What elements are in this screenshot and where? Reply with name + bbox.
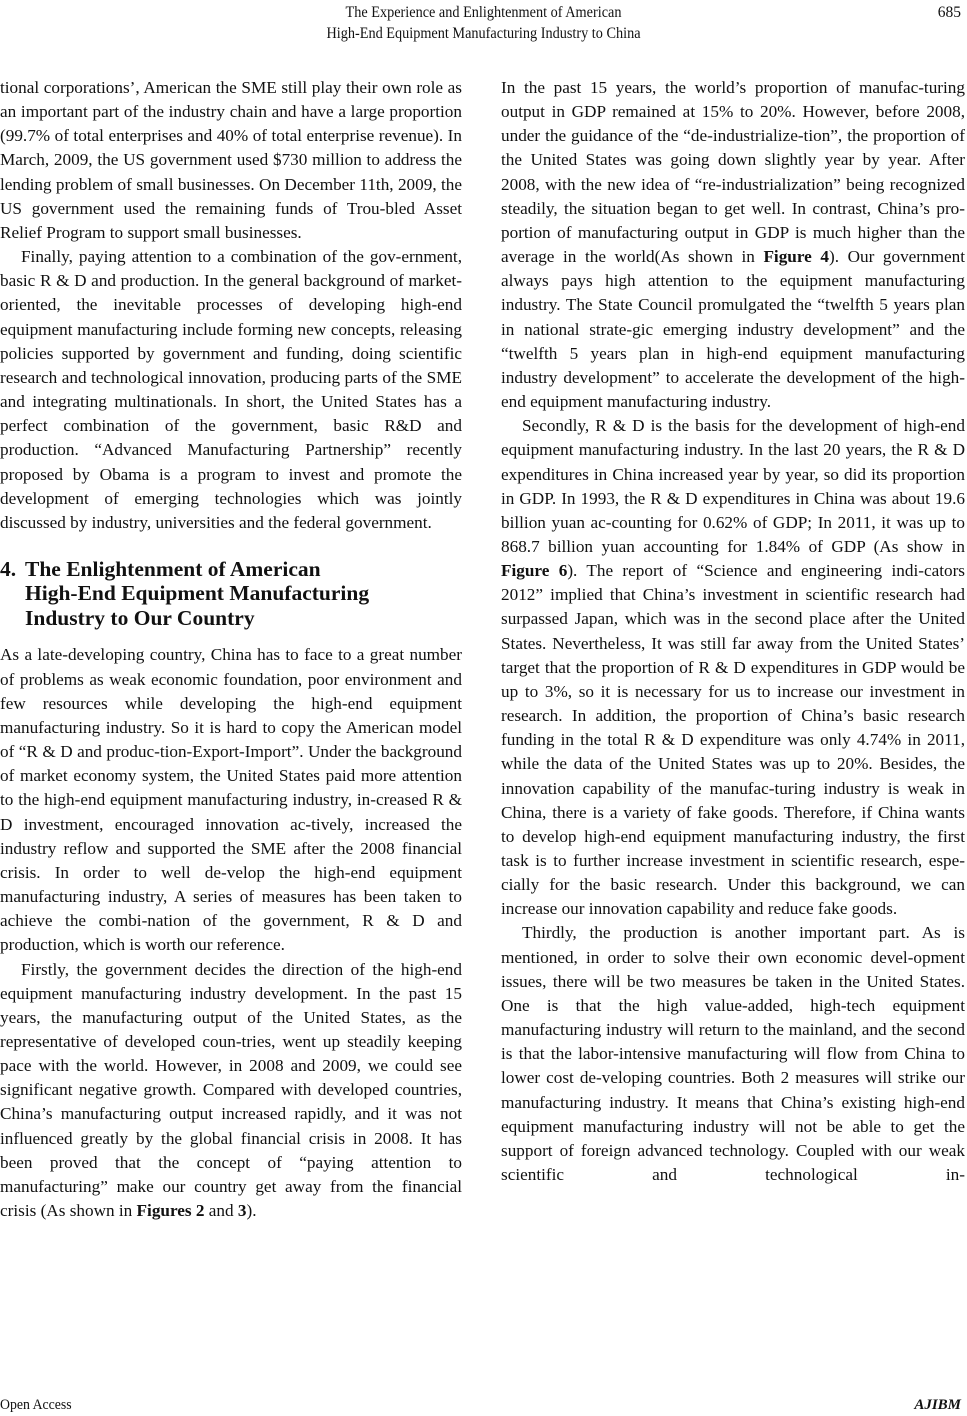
paragraph: As a late-developing country, China has to face to a great number of problems as weak economic foundation, poor environment and few resources while developing the high-end equipment manufacturing industry. So it is hard to copy the American model of “R & D and produc-tion-Export-Import”. Under the background of market economy system, the United States paid more attention to the high-end equipment manufacturing industry, in-creased R & D investment, encouraged innovation ac-tively, increased the industry reflow and supported the SME after the 2008 financial crisis. In order to well de-velop the high-end equipment manufacturing industry, A series of measures has been taken to achieve the combi-nation of the government, R & D and production, which is worth our reference. xyxy=(0,645,462,955)
footer-open-access: Open Access xyxy=(0,1397,72,1413)
paragraph-text: Secondly, R & D is the basis for the development of high-end equipment manufacturing industry. In the last 20 years, the R & D expenditures in China increased year by year, so did its proportion in GDP. In 1993, the R & D expenditures in China was about 19.6 billion yuan ac-counting for 0.62% of GDP; In 2011, it was up to 868.7 billion yuan accounting for 1.84% of GDP (As show in xyxy=(501,416,965,556)
page-number: 685 xyxy=(937,4,961,21)
paragraph-text: ). The report of “Science and engineering indi-cators 2012” implied that China’s investment in scientific research had surpassed Japan, which was in the second place after the United States. Nevertheless, It was still far away from the United States’ target that the proportion of R & D expenditures in GDP would be up to 3%, so it is necessary for us to increase our investment in research. In addition, the proportion of China’s basic research funding in the total R & D expenditure was only 4.74% in 2011, while the data of the United States was up to 20%. Besides, the innovation capability of the manufac-turing industry is weak in China, there is a variety of fake goods. Therefore, if China wants to develop high-end equipment manufacturing industry, the first task is to further increase investment in scientific research, espe-cially for the basic research. Under this background, we can increase our innovation capability and reduce fake goods. xyxy=(501,561,965,919)
paragraph xyxy=(501,76,965,414)
running-title-line2: High-End Equipment Manufacturing Industry to China xyxy=(326,25,641,42)
right-column xyxy=(501,76,965,1187)
figure-reference[interactable]: Figure 4 xyxy=(763,247,829,267)
footer-journal-abbrev: AJIBM xyxy=(914,1397,961,1413)
paragraph: Finally, paying attention to a combination of the gov-ernment, basic R & D and production. In the general background of market-oriented, the inevitable processes of developing high-end equipment manufacturing include forming new concepts, releasing policies supported by government and funding, doing scientific research and technological innovation, producing parts of the SME and integrating multinationals. In short, the United States has a perfect combination of the government, basic R&D and production. “Advanced Manufacturing Partnership” recently proposed by Obama is a program to invest and promote the development of emerging technologies which was jointly discussed by industry, universities and the federal government. xyxy=(0,247,462,532)
figure-reference[interactable]: 3 xyxy=(237,1201,247,1221)
section-number: 4. xyxy=(0,556,17,581)
paragraph xyxy=(0,958,462,1224)
running-title-line1: The Experience and Enlightenment of American xyxy=(345,4,622,21)
running-head xyxy=(39,2,929,44)
paragraph-text: ). xyxy=(246,1201,257,1221)
section-heading-line1: The Enlightenment of American xyxy=(25,556,321,581)
paragraph-text: and xyxy=(204,1201,238,1221)
left-column xyxy=(0,76,462,1223)
paragraph: tional corporations’, American the SME still play their own role as an important part of the industry chain and have a large proportion (99.7% of total enterprises and 40% of total enterprise revenue). In March, 2009, the US government used $730 million to address the lending problem of small businesses. On December 11th, 2009, the US government used the remaining funds of Trou-bled Asset Relief Program to support small businesses. xyxy=(0,78,462,242)
paragraph-text: ). Our government always pays high attention to the equipment manufacturing industry. The State Council promulgated the “twelfth 5 years plan in national strate-gic emerging industry development” and the “twelfth 5 years plan in high-end equipment manufacturing industry development” to accelerate the development of the high-end equipment manufacturing industry. xyxy=(501,247,965,412)
section-heading-line2: High-End Equipment Manufacturing xyxy=(25,581,370,606)
figure-reference[interactable]: Figure 6 xyxy=(501,561,568,581)
paragraph xyxy=(501,414,965,921)
paragraph: Thirdly, the production is another important part. As is mentioned, in order to solve their own economic devel-opment issues, there will be two measures be taken in the United States. One is that the high value-added, high-tech equipment manufacturing industry will return to the mainland, and the second is that the labor-intensive manufacturing will flow from China to lower cost de-veloping countries. Both 2 measures will strike our manufacturing industry. It means that China’s existing high-end equipment manufacturing industry will not be able to get the support of foreign advanced technology. Coupled with our weak scientific and technological in- xyxy=(501,923,965,1185)
section-heading-line3: Industry to Our Country xyxy=(25,605,255,630)
paragraph-text: In the past 15 years, the world’s proportion of manufac-turing output in GDP remained at 15% to 20%. However, before 2008, under the guidance of the “de-industrialize-tion”, the proportion of the United States was going down slightly year by year. After 2008, with the new idea of “re-industrialization” being recognized steadily, the situation began to get well. In contrast, China’s pro-portion of manufacturing output in GDP is much higher than the average in the world(As shown in xyxy=(501,78,965,267)
paragraph-text: Firstly, the government decides the direction of the high-end equipment manufacturing industry development. In the past 15 years, the manufacturing output of the United States, as the representative of developed coun-tries, went up steadily keeping pace with the world. However, in 2008 and 2009, we could see significant negative growth. Compared with developed countries, China’s manufacturing output increased rapidly, and it was not influenced greatly by the global financial crisis in 2008. It has been proved that the concept of “paying attention to manufacturing” make our country get away from the financial crisis (As shown in xyxy=(0,959,462,1221)
section-heading xyxy=(0,557,462,631)
figure-reference[interactable]: Figures 2 xyxy=(136,1201,205,1221)
